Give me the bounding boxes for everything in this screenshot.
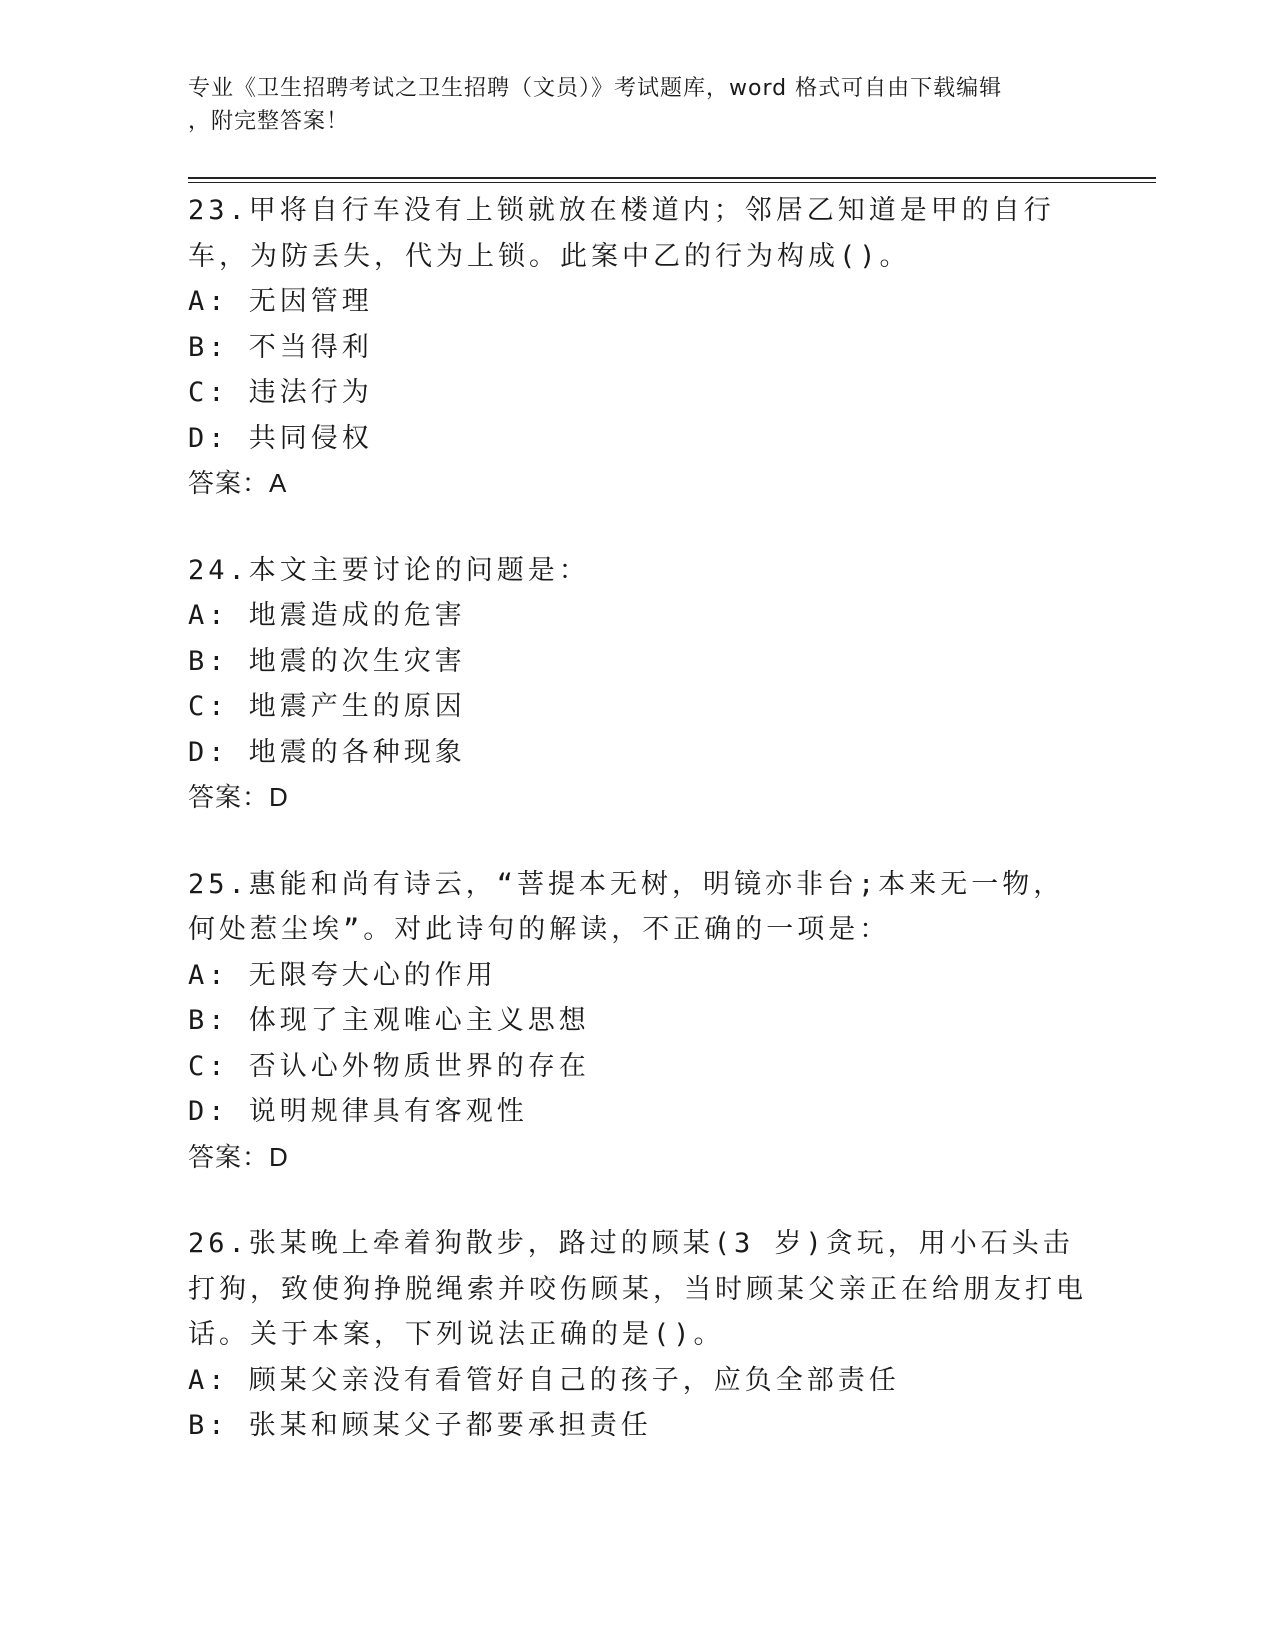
document-header <box>188 72 1088 138</box>
option-a: A: 地震造成的危害 <box>188 600 466 631</box>
question-stem: 25.惠能和尚有诗云，“菩提本无树，明镜亦非台;本来无一物，何处惹尘埃”。对此诗句的解读，不正确的一项是： <box>188 868 1065 945</box>
option-b: B: 地震的次生灾害 <box>188 645 466 677</box>
question-list <box>188 188 1088 1490</box>
option-b: B: 张某和顾某父子都要承担责任 <box>188 1410 652 1441</box>
question-25 <box>188 862 1088 1181</box>
question-stem: 23.甲将自行车没有上锁就放在楼道内；邻居乙知道是甲的自行车，为防丢失，代为上锁。此案中乙的行为构成()。 <box>188 195 1055 272</box>
header-title-line-1: 专业《卫生招聘考试之卫生招聘（文员）》考试题库，word 格式可自由下载编辑 <box>188 76 1003 101</box>
question-stem: 26.张某晚上牵着狗散步，路过的顾某(3 岁)贪玩，用小石头击打狗，致使狗挣脱绳索并咬伤顾某，当时顾某父亲正在给朋友打电话。关于本案，下列说法正确的是()。 <box>188 1228 1087 1350</box>
answer-line: 答案：D <box>188 1141 289 1172</box>
option-d: D: 地震的各种现象 <box>188 736 466 768</box>
question-23 <box>188 188 1088 507</box>
option-a: A: 无限夸大心的作用 <box>188 959 497 991</box>
answer-line: 答案：A <box>188 468 288 498</box>
option-c: C: 地震产生的原因 <box>188 691 466 722</box>
option-b: B: 不当得利 <box>188 331 373 363</box>
option-b: B: 体现了主观唯心主义思想 <box>188 1005 590 1036</box>
header-divider-thick <box>188 177 1156 179</box>
question-26 <box>188 1221 1088 1449</box>
option-d: D: 共同侵权 <box>188 422 373 454</box>
answer-line: 答案：D <box>188 782 289 812</box>
header-divider-thin <box>188 182 1156 183</box>
header-title-line-2: ，附完整答案！ <box>188 109 350 134</box>
question-stem: 24.本文主要讨论的问题是： <box>188 554 590 586</box>
option-a: A: 无因管理 <box>188 286 373 317</box>
option-a: A: 顾某父亲没有看管好自己的孩子，应负全部责任 <box>188 1364 900 1396</box>
option-c: C: 否认心外物质世界的存在 <box>188 1050 590 1082</box>
option-d: D: 说明规律具有客观性 <box>188 1096 528 1127</box>
option-c: C: 违法行为 <box>188 377 373 408</box>
question-24 <box>188 548 1088 821</box>
